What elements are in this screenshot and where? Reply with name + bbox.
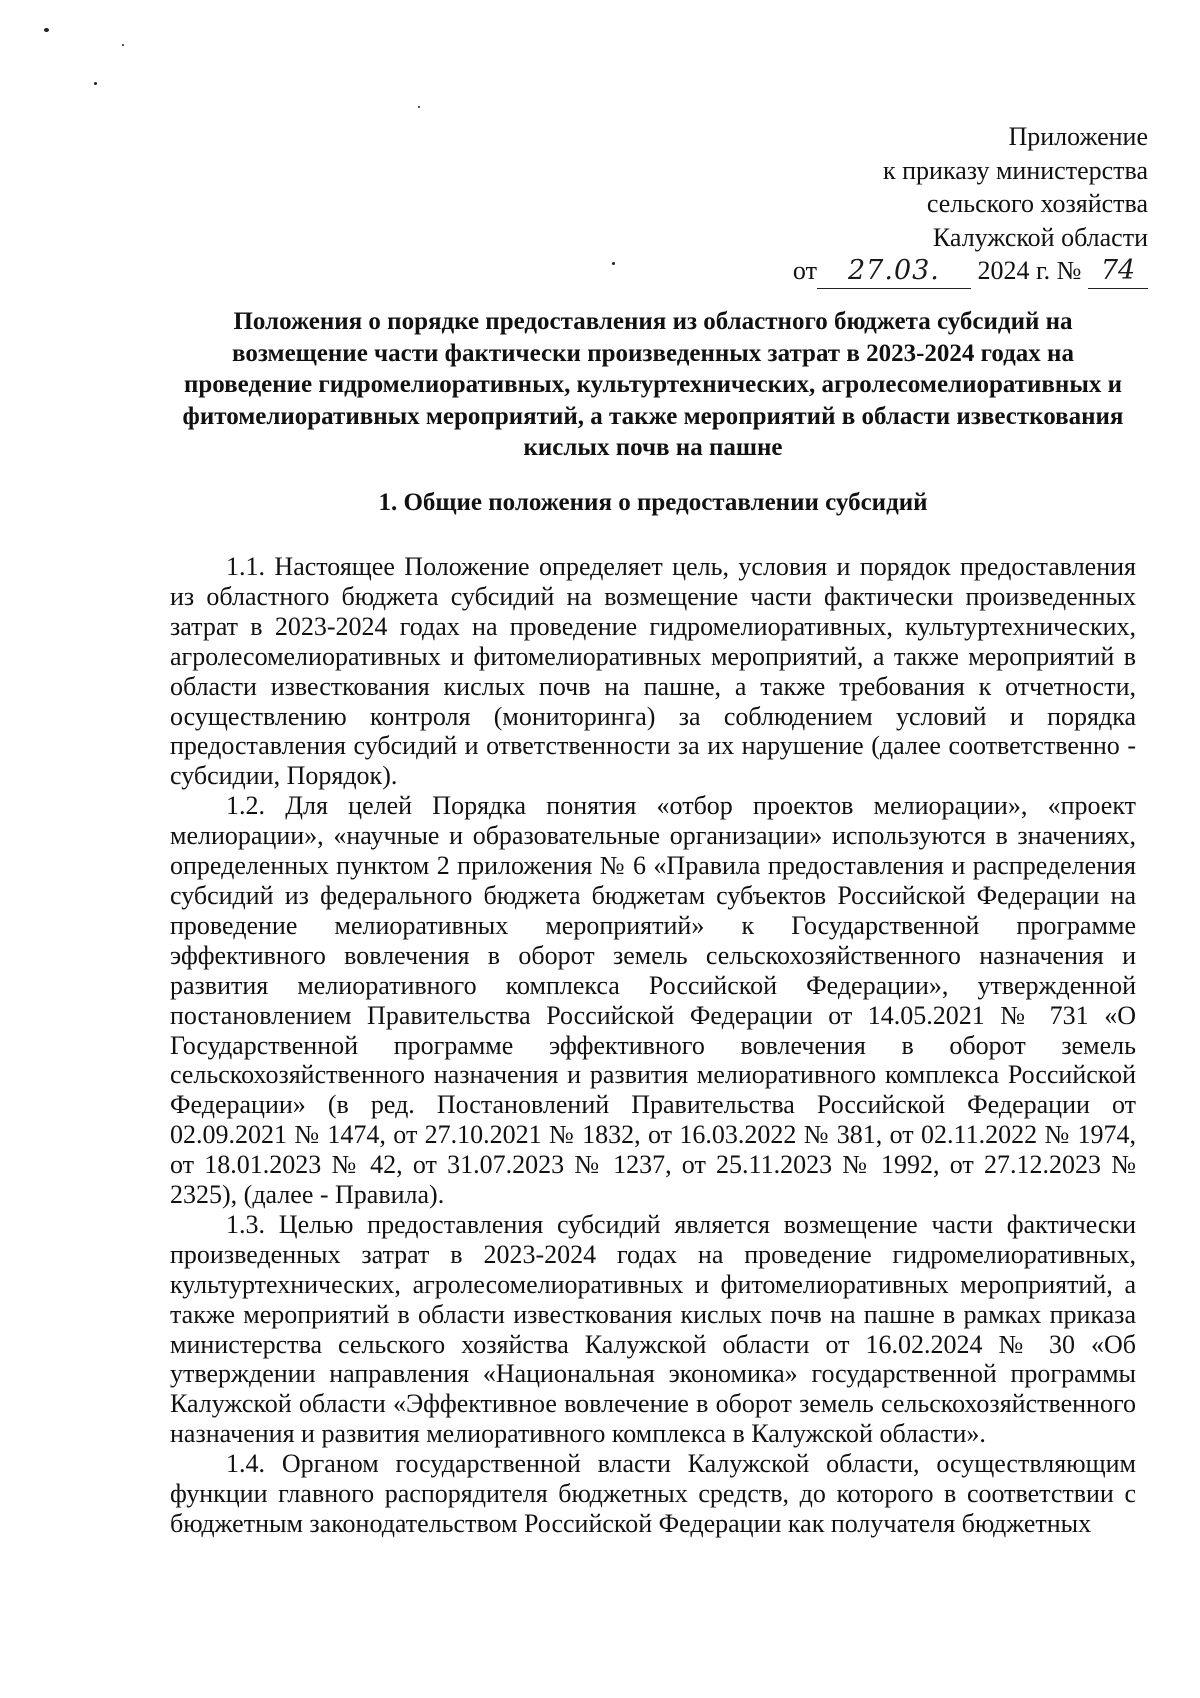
header-line-appendix: Приложение <box>1008 122 1148 151</box>
scan-speck <box>418 106 420 108</box>
paragraph-1-3: 1.3. Целью предоставления субсидий является возмещение части фактически произведенных затрат в 2023-2024 годах на проведение гидромелиоративных, культуртехнических, агролесомелиоративных и фитомелиоративных мероприятий, а также мероприятий в области известкования кислых почв на пашне в рамках приказа министерства сельского хозяйства Калужской области от 16.02.2024 № 30 «Об утверждении направления «Национальная экономика» государственной программы Калужской области «Эффективное вовлечение в оборот земель сельскохозяйственного назначения и развития мелиоративного комплекса в Калужской области». <box>170 1209 1136 1449</box>
header-date-line <box>628 254 1148 289</box>
scan-speck <box>122 44 124 46</box>
scan-speck <box>44 28 49 32</box>
paragraph-1-1: 1.1. Настоящее Положение определяет цель, условия и порядок предоставления из областного бюджета субсидий на возмещение части фактически произведенных затрат в 2023-2024 годах на проведение гидромелиоративных, культуртехнических, агролесомелиоративных и фитомелиоративных мероприятий, а также мероприятий в области известкования кислых почв на пашне, а также требования к отчетности, осуществлению контроля (мониторинга) за соблюдением условий и порядка предоставления субсидий и ответственности за их нарушение (далее соответственно - субсидии, Порядок). <box>170 552 1136 791</box>
document-body <box>170 552 1136 1539</box>
document-title: Положения о порядке предоставления из областного бюджета субсидий на возмещение части фактически произведенных затрат в 2023-2024 годах на проведение гидромелиоративных, культуртехнических, агролесомелиоративных и фитомелиоративных мероприятий, а также мероприятий в области известкования кислых почв на пашне <box>182 308 1124 461</box>
scan-speck <box>612 262 615 265</box>
section-heading: 1. Общие положения о предоставлении субсидий <box>378 489 928 516</box>
date-prefix: от <box>792 256 817 285</box>
handwritten-date: 27.03. <box>817 254 971 289</box>
handwritten-number: 74 <box>1088 254 1148 289</box>
appendix-header <box>628 120 1148 289</box>
paragraph-1-4: 1.4. Органом государственной власти Калужской области, осуществляющим функции главного распорядителя бюджетных средств, до которого в соответствии с бюджетным законодательством Российской Федерации как получателя бюджетных <box>170 1449 1136 1538</box>
header-line-region: Калужской области <box>932 222 1148 252</box>
year-and-number-label: 2024 г. № <box>977 256 1082 285</box>
header-line-order: к приказу министерства <box>883 155 1148 185</box>
header-line-agriculture: сельского хозяйства <box>926 189 1148 218</box>
scan-speck <box>94 82 97 85</box>
paragraph-1-2: 1.2. Для целей Порядка понятия «отбор проектов мелиорации», «проект мелиорации», «научные и образовательные организации» используются в значениях, определенных пунктом 2 приложения № 6 «Правила предоставления и распределения субсидий из федерального бюджета бюджетам субъектов Российской Федерации на проведение мелиоративных мероприятий» к Государственной программе эффективного вовлечения в оборот земель сельскохозяйственного назначения и развития мелиоративного комплекса Российской Федерации», утвержденной постановлением Правительства Российской Федерации от 14.05.2021 № 731 «О Государственной программе эффективного вовлечения в оборот земель сельскохозяйственного назначения и развития мелиоративного комплекса Российской Федерации» (в ред. Постановлений Правительства Российской Федерации от 02.09.2021 № 1474, от 27.10.2021 № 1832, от 16.03.2022 № 381, от 02.11.2022 № 1974, от 18.01.2023 № 42, от 31.07.2023 № 1237, от 25.11.2023 № 1992, от 27.12.2023 № 2325), (далее - Правила). <box>170 791 1136 1210</box>
